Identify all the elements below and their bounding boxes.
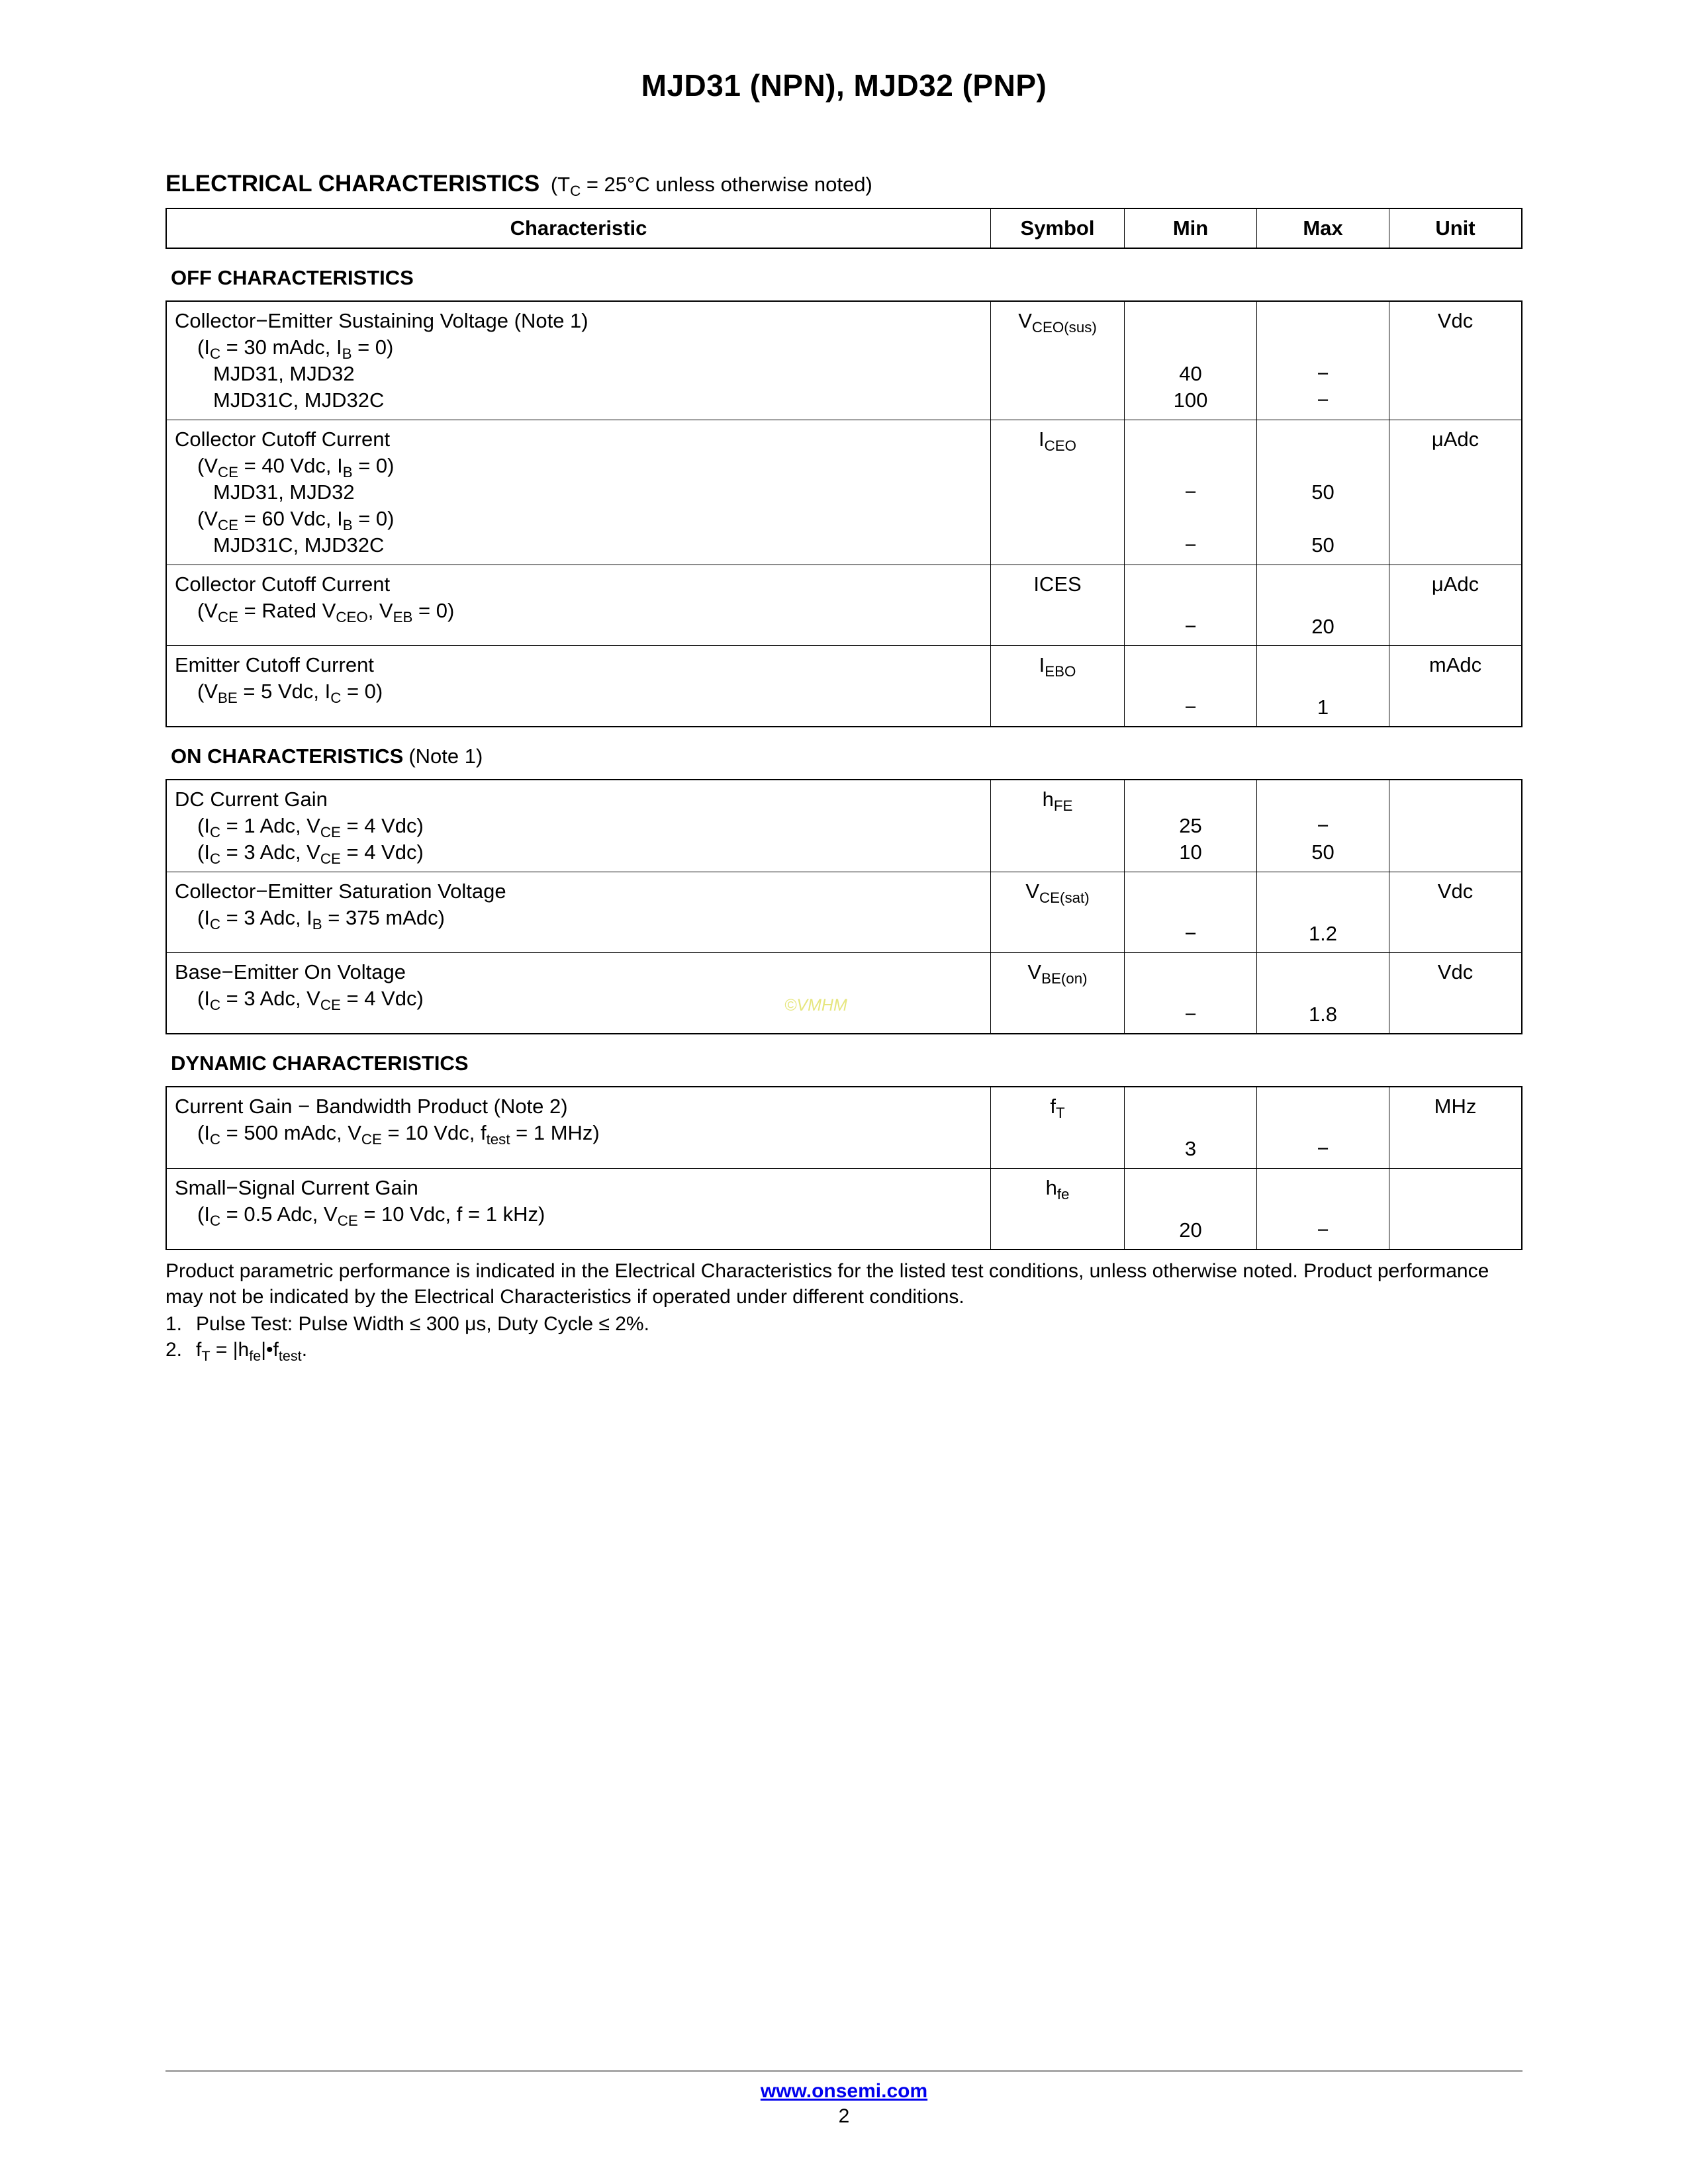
- unit-cell: [1389, 1087, 1521, 1168]
- group-label-text: OFF CHARACTERISTICS: [171, 266, 414, 289]
- header-cell-characteristic: Characteristic: [510, 216, 647, 240]
- characteristic-line: ($V_{CE} = 60$ Vdc, $I_B = 0$): [197, 507, 395, 534]
- group-box: [165, 300, 1523, 727]
- characteristic-cell: [167, 646, 990, 726]
- symbol-cell: [990, 953, 1124, 1033]
- footer: [165, 2070, 1523, 2128]
- group-label: [171, 745, 1523, 768]
- table-row: [167, 1087, 1521, 1168]
- table-header-row: [165, 208, 1523, 249]
- symbol-cell: [990, 872, 1124, 952]
- characteristic-line: ($I_C = 500$ mAdc, $V_{CE} = 10$ Vdc, $f_{test} = 1$ MHz): [197, 1121, 600, 1148]
- table-row: [167, 952, 1521, 1033]
- min-value: −: [1184, 922, 1197, 945]
- table-row: [167, 565, 1521, 645]
- unit-cell: [1389, 302, 1521, 420]
- max-cell: [1256, 1087, 1389, 1168]
- characteristic-cell: [167, 565, 990, 645]
- min-value: −: [1184, 696, 1197, 719]
- symbol-cell: [990, 646, 1124, 726]
- characteristic-line: ($I_C = 3$ Adc, $V_{CE} = 4$ Vdc): [197, 841, 424, 868]
- group-label-text: DYNAMIC CHARACTERISTICS: [171, 1052, 469, 1075]
- group-label: [171, 1052, 1523, 1075]
- characteristic-cell: [167, 302, 990, 420]
- max-value: −: [1317, 814, 1329, 837]
- note-number: 1.: [165, 1313, 183, 1335]
- symbol-text: $h_{fe}$: [1045, 1176, 1070, 1203]
- group-label-text: ON CHARACTERISTICS: [171, 745, 404, 768]
- max-value: 1.8: [1308, 1003, 1338, 1026]
- symbol-cell: [990, 1169, 1124, 1249]
- characteristic-line: ($V_{CE}$ = Rated $V_{CEO}$, $V_{EB} = 0$): [197, 599, 455, 626]
- unit-text: mAdc: [1429, 653, 1482, 676]
- max-value: −: [1317, 388, 1329, 412]
- min-value: 3: [1184, 1137, 1197, 1160]
- watermark: ©VMHM: [784, 996, 847, 1015]
- min-value: 100: [1173, 388, 1208, 412]
- characteristic-line: Collector Cutoff Current: [175, 572, 391, 596]
- characteristic-line: ($I_C = 1$ Adc, $V_{CE} = 4$ Vdc): [197, 814, 424, 841]
- header-cell-unit: Unit: [1389, 209, 1521, 248]
- footer-link[interactable]: www.onsemi.com: [760, 2080, 928, 2102]
- characteristic-line: MJD31, MJD32: [213, 362, 355, 385]
- symbol-text: $h_{FE}$: [1042, 788, 1073, 815]
- characteristic-line: ($I_C = 3$ Adc, $I_B = 375$ mAdc): [197, 906, 445, 933]
- symbol-text: $f_T$: [1050, 1095, 1065, 1122]
- table-row: [167, 872, 1521, 952]
- unit-cell: [1389, 420, 1521, 565]
- header-cell-symbol: Symbol: [990, 209, 1124, 248]
- max-cell: [1256, 872, 1389, 952]
- characteristic-line: Base−Emitter On Voltage: [175, 960, 406, 983]
- min-value: −: [1184, 533, 1197, 557]
- symbol-cell: [990, 1087, 1124, 1168]
- characteristic-line: Emitter Cutoff Current: [175, 653, 374, 676]
- symbol-text: $V_{CE(sat)}$: [1025, 880, 1090, 907]
- unit-text: μAdc: [1431, 428, 1479, 451]
- max-value: 20: [1311, 615, 1335, 638]
- min-value: 10: [1179, 841, 1202, 864]
- characteristic-line: ($V_{BE} = 5$ Vdc, $I_C = 0$): [197, 680, 383, 707]
- unit-text: MHz: [1434, 1095, 1477, 1118]
- note-item: [165, 1311, 1523, 1337]
- note-item: [165, 1337, 1523, 1363]
- characteristic-line: Collector Cutoff Current: [175, 428, 391, 451]
- max-value: 1: [1317, 696, 1329, 719]
- unit-text: Vdc: [1437, 309, 1474, 332]
- unit-cell: [1389, 780, 1521, 872]
- characteristic-line: MJD31C, MJD32C: [213, 533, 385, 557]
- header-cell-max: Max: [1256, 209, 1389, 248]
- unit-text: Vdc: [1437, 880, 1474, 903]
- min-cell: [1124, 302, 1256, 420]
- unit-cell: [1389, 953, 1521, 1033]
- characteristic-line: MJD31C, MJD32C: [213, 388, 385, 412]
- min-cell: [1124, 872, 1256, 952]
- unit-cell: [1389, 1169, 1521, 1249]
- max-value: −: [1317, 1137, 1329, 1160]
- min-value: −: [1184, 480, 1197, 504]
- table-row: [167, 302, 1521, 420]
- unit-text: μAdc: [1431, 572, 1479, 596]
- section-heading-note: ($T_C = 25^\circ C$ unless otherwise noted): [550, 173, 872, 200]
- symbol-text: $I_{CEO}$: [1039, 428, 1076, 455]
- symbol-cell: [990, 780, 1124, 872]
- min-value: −: [1184, 615, 1197, 638]
- footer-rule: [165, 2070, 1523, 2072]
- group-label: [171, 266, 1523, 290]
- max-value: −: [1317, 362, 1329, 385]
- note-text: Pulse Test: Pulse Width ≤ 300 μs, Duty Cycle ≤ 2%.: [196, 1313, 649, 1335]
- max-value: 1.2: [1308, 922, 1338, 945]
- max-cell: [1256, 302, 1389, 420]
- characteristic-line: DC Current Gain: [175, 788, 328, 811]
- table-row: [167, 780, 1521, 872]
- min-cell: [1124, 646, 1256, 726]
- notes-section: [165, 1258, 1523, 1363]
- min-value: 40: [1179, 362, 1202, 385]
- max-value: 50: [1311, 480, 1335, 504]
- characteristic-line: Small−Signal Current Gain: [175, 1176, 418, 1199]
- characteristic-cell: [167, 872, 990, 952]
- max-cell: [1256, 646, 1389, 726]
- min-cell: [1124, 1087, 1256, 1168]
- min-value: −: [1184, 1003, 1197, 1026]
- characteristic-line: ($I_C = 0.5$ Adc, $V_{CE} = 10$ Vdc, f = 1 kHz): [197, 1203, 545, 1230]
- table-row: [167, 420, 1521, 565]
- max-cell: [1256, 953, 1389, 1033]
- max-value: 50: [1311, 533, 1335, 557]
- characteristic-cell: [167, 1169, 990, 1249]
- min-cell: [1124, 565, 1256, 645]
- table-row: [167, 1168, 1521, 1249]
- unit-cell: [1389, 872, 1521, 952]
- min-cell: [1124, 780, 1256, 872]
- max-cell: [1256, 780, 1389, 872]
- max-cell: [1256, 420, 1389, 565]
- max-cell: [1256, 1169, 1389, 1249]
- characteristic-line: ($I_C = 3$ Adc, $V_{CE} = 4$ Vdc): [197, 987, 424, 1014]
- characteristic-line: Collector−Emitter Sustaining Voltage (Note 1): [175, 309, 588, 332]
- max-value: −: [1317, 1218, 1329, 1242]
- characteristic-line: Current Gain − Bandwidth Product (Note 2): [175, 1095, 568, 1118]
- header-cell-min: Min: [1124, 209, 1256, 248]
- section-heading-row: [165, 171, 1523, 200]
- symbol-text: $V_{BE(on)}$: [1027, 960, 1088, 987]
- group-box: [165, 1086, 1523, 1250]
- min-cell: [1124, 420, 1256, 565]
- symbol-cell: [990, 420, 1124, 565]
- min-cell: [1124, 1169, 1256, 1249]
- symbol-text: $I_{EBO}$: [1039, 653, 1076, 680]
- notes-paragraph: Product parametric performance is indicated in the Electrical Characteristics for the listed test conditions, unless otherwise noted. Product performance may not be indicated by the Electrical Characteristics if operated under different conditions.: [165, 1260, 1489, 1308]
- group-label-note: (Note 1): [408, 745, 483, 768]
- unit-cell: [1389, 565, 1521, 645]
- section-heading: ELECTRICAL CHARACTERISTICS: [165, 171, 540, 197]
- page-title: MJD31 (NPN), MJD32 (PNP): [641, 68, 1047, 103]
- characteristic-cell: [167, 780, 990, 872]
- note-number: 2.: [165, 1339, 183, 1361]
- table-groups: [165, 266, 1523, 1250]
- symbol-text: $V_{CEO(sus)}$: [1018, 309, 1097, 336]
- max-cell: [1256, 565, 1389, 645]
- characteristic-line: ($V_{CE} = 40$ Vdc, $I_B = 0$): [197, 454, 395, 481]
- characteristic-cell: [167, 953, 990, 1033]
- characteristic-line: ($I_C = 30$ mAdc, $I_B = 0$): [197, 336, 394, 363]
- note-text: $f_T$ = $|h_{fe}|•f_{test}$.: [196, 1339, 308, 1364]
- unit-text: Vdc: [1437, 960, 1474, 983]
- min-value: 25: [1179, 814, 1202, 837]
- main-content: [165, 171, 1523, 1363]
- characteristic-line: MJD31, MJD32: [213, 480, 355, 504]
- page-number: 2: [838, 2105, 850, 2127]
- characteristic-cell: [167, 1087, 990, 1168]
- min-value: 20: [1179, 1218, 1202, 1242]
- table-row: [167, 645, 1521, 726]
- symbol-text: ICES: [1033, 572, 1082, 596]
- unit-cell: [1389, 646, 1521, 726]
- max-value: 50: [1311, 841, 1335, 864]
- symbol-cell: [990, 565, 1124, 645]
- min-cell: [1124, 953, 1256, 1033]
- characteristic-line: Collector−Emitter Saturation Voltage: [175, 880, 506, 903]
- characteristic-cell: [167, 420, 990, 565]
- symbol-cell: [990, 302, 1124, 420]
